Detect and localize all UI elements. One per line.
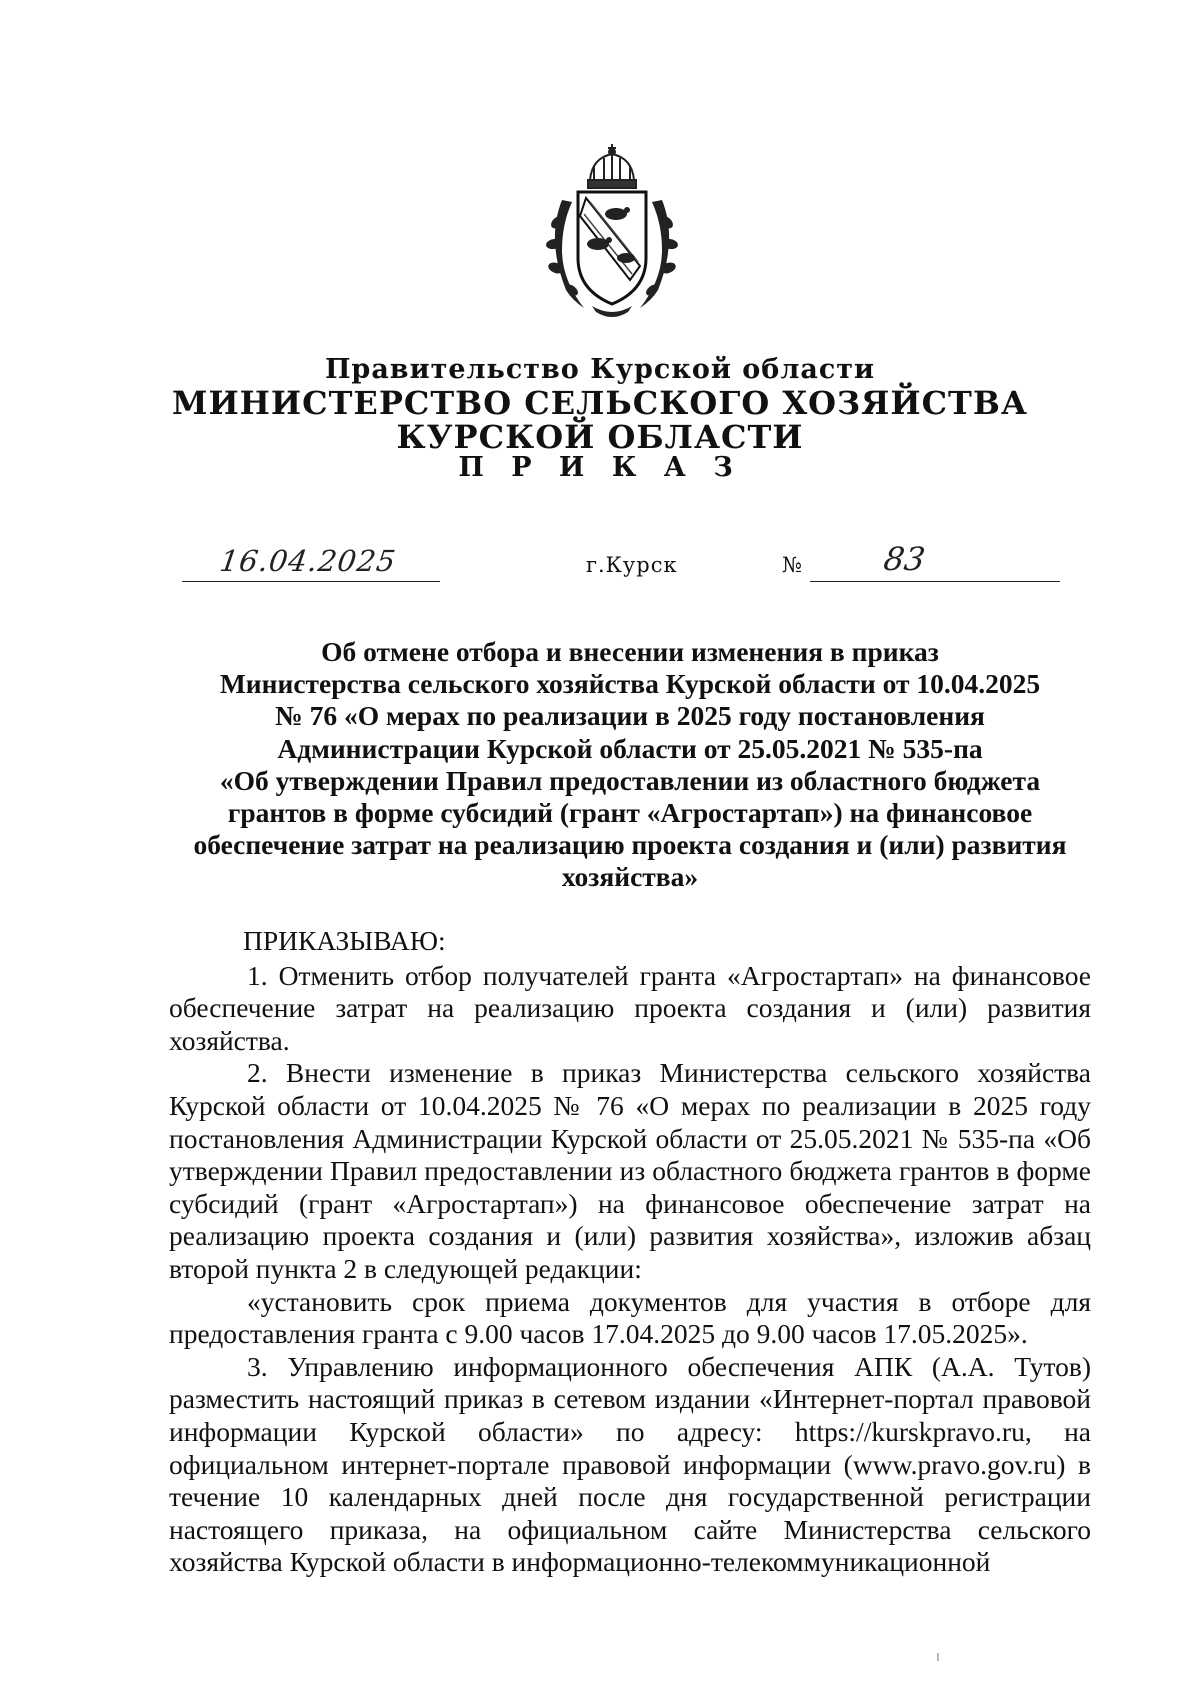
paragraph-2-quote: «установить срок приема документов для участия в отборе для предоставления гранта с 9.00 часов 17.04.2025 до 9.00 часов 17.05.2025». [169,1285,1091,1350]
number-sign: № [782,553,802,577]
paragraph-3: 3. Управлению информационного обеспечения АПК (А.А. Тутов) разместить настоящий приказ в сетевом издании «Интернет-портал правовой информации Курской области» по адресу: https://kurskpravo.ru, на официальном интернет-портале правовой информации (www.pravo.gov.ru) в течение 10 календарных дней после дня государственной регистрации настоящего приказа, на официальном сайте Министерства сельского хозяйства Курской области в информационно-телекоммуникационной [169,1350,1091,1578]
region-name: КУРСКОЙ ОБЛАСТИ [396,418,804,456]
document-body [169,925,1091,1579]
title-line: Администрации Курской области от 25.05.2021 № 535-па [277,732,983,764]
paragraph-1: 1. Отменить отбор получателей гранта «Агростартап» на финансовое обеспечение затрат на реализацию проекта создания и (или) развития хозяйства. [169,959,1091,1056]
ministry-name: МИНИСТЕРСТВО СЕЛЬСКОГО ХОЗЯЙСТВА [172,384,1028,422]
scan-mark [937,1653,939,1661]
title-line: Министерства сельского хозяйства Курской области от 10.04.2025 [219,668,1041,700]
paragraph-2: 2. Внести изменение в приказ Министерства сельского хозяйства Курской области от 10.04.2025 № 76 «О мерах по реализации в 2025 году постановления Администрации Курской области от 25.05.2021 № 535-па «Об утверждении Правил предоставлении из областного бюджета грантов в форме субсидий (грант «Агростартап») на финансовое обеспечение затрат на реализацию проекта создания и (или) развития хозяйства», изложив абзац второй пункта 2 в следующей редакции: [169,1057,1091,1284]
ordering-clause: ПРИКАЗЫВАЮ: [243,925,446,956]
kursk-coat-of-arms-icon [532,140,692,322]
title-line: «Об утверждении Правил предоставлении из областного бюджета [219,764,1041,796]
government-name: Правительство Курской области [324,354,876,385]
title-line: хозяйства» [561,861,699,893]
handwritten-date: 16.04.2025 [217,544,399,578]
city-label: г.Курск [586,553,678,577]
document-type: П Р И К А З [458,452,742,483]
document-title [170,636,1090,894]
title-line: № 76 «О мерах по реализации в 2025 году постановления [275,700,985,732]
number-underline [810,581,1060,582]
date-underline [182,581,440,582]
title-line: обеспечение затрат на реализацию проекта создания и (или) развития [193,829,1067,861]
title-line: Об отмене отбора и внесении изменения в приказ [321,636,939,667]
title-line: грантов в форме субсидий (грант «Агростартап») на финансовое [227,797,1033,829]
handwritten-number: 83 [881,540,928,578]
